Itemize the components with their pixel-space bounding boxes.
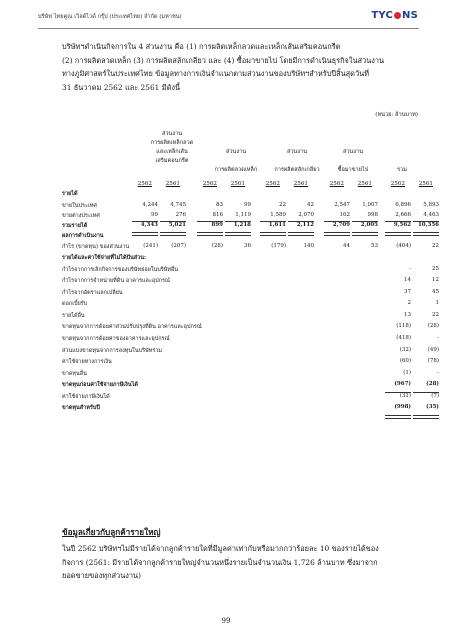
total-double-rule xyxy=(352,232,378,236)
cell-value: (28) xyxy=(426,381,439,387)
cell-value: 2,005 xyxy=(360,222,378,228)
year-label: 2562 xyxy=(202,181,217,187)
column-header-line: รวม xyxy=(397,167,407,173)
section-paragraph xyxy=(62,542,402,583)
cell-value: - xyxy=(437,335,439,341)
column-header-line: ซื้อมาขายไป xyxy=(337,167,369,173)
cell-value: 5,893 xyxy=(423,202,439,208)
total-double-rule xyxy=(385,415,411,419)
cell-value: 1,611 xyxy=(268,222,286,228)
year-label: 2561 xyxy=(357,181,372,187)
cell-value: 10,356 xyxy=(417,222,439,228)
section-line: ยอดขายของทุกส่วนงาน) xyxy=(62,571,141,580)
subtotal-rule xyxy=(132,221,158,222)
total-double-rule xyxy=(413,415,439,419)
total-double-rule xyxy=(160,232,186,236)
cell-value: 2,709 xyxy=(332,222,350,228)
cell-value: 1,007 xyxy=(362,202,378,208)
column-header-line: การผลิตลวดเหล็ก xyxy=(214,167,258,173)
column-header-line: เสริมคอนกรีต xyxy=(155,158,189,164)
row-label: ผลการดำเนินงาน xyxy=(62,233,104,239)
column-header-line: และเหล็กเส้น xyxy=(156,149,188,155)
column-header-seg2 xyxy=(204,148,268,175)
cell-value: 36 xyxy=(244,243,251,249)
subtotal-rule xyxy=(385,392,411,393)
table-row xyxy=(62,300,439,310)
row-label: ขายต่างประเทศ xyxy=(62,213,100,219)
cell-value: 99 xyxy=(244,202,251,208)
column-header-line: ส่วนงาน xyxy=(342,149,364,155)
row-label: ค่าใช้จ่ายทางการเงิน xyxy=(62,359,112,365)
table-row xyxy=(62,222,439,232)
column-header-seg4 xyxy=(325,148,381,175)
year-label: 2561 xyxy=(230,181,245,187)
cell-value: (32) xyxy=(399,347,411,353)
total-double-rule xyxy=(385,232,411,236)
year-label: 2562 xyxy=(137,181,152,187)
cell-value: 2 xyxy=(407,300,411,306)
cell-value: 1,119 xyxy=(235,212,251,218)
cell-value: 1,218 xyxy=(233,222,251,228)
row-label: ขาดทุนก่อนค่าใช้จ่ายภาษีเงินได้ xyxy=(62,382,138,388)
table-row xyxy=(62,266,439,276)
intro-line: (2) การผลิตลวดเหล็ก (3) การผลิตสลักเกลียว และ (4) ซื้อมาขายไป โดยมีการดำเนินธุรกิจในส่วนงาน xyxy=(62,55,385,65)
table-row xyxy=(62,404,439,414)
cell-value: 22 xyxy=(279,202,286,208)
column-header-line: การผลิตสลักเกลียว xyxy=(274,167,320,173)
cell-value: 83 xyxy=(216,202,223,208)
row-label: กำไร (ขาดทุน) ของส่วนงาน xyxy=(62,244,130,250)
table-row xyxy=(62,254,422,264)
header-divider xyxy=(38,28,419,29)
table-row xyxy=(62,335,439,345)
table-row xyxy=(62,347,439,357)
table-row xyxy=(62,289,439,299)
subtotal-rule xyxy=(288,221,314,222)
cell-value: 13 xyxy=(404,312,411,318)
table-row xyxy=(62,243,439,253)
subtotal-rule xyxy=(413,221,439,222)
table-row xyxy=(62,202,439,212)
column-header-line: ส่วนงาน xyxy=(286,149,308,155)
subtotal-rule xyxy=(352,221,378,222)
cell-value: 140 xyxy=(303,243,314,249)
cell-value: 42 xyxy=(307,202,314,208)
table-row xyxy=(62,370,439,380)
year-label: 2561 xyxy=(165,181,180,187)
cell-value: (78) xyxy=(427,358,439,364)
company-name: บริษัท ไทยคูณ เว็ลด์ไวด์ กรุ๊ป (ประเทศไทย) จำกัด (มหาชน) xyxy=(38,14,182,20)
logo-dot-icon xyxy=(394,12,401,19)
subtotal-rule xyxy=(324,221,350,222)
cell-value: 4,343 xyxy=(140,222,158,228)
table-row xyxy=(62,323,439,333)
total-double-rule xyxy=(225,232,251,236)
section-line: กิจการ (2561: มีรายได้จากลูกค้ารายใหญ่จำนวนหนึ่งรายเป็นจำนวนเงิน 1,726 ล้านบาท ซึ่งมาจาก xyxy=(62,557,378,567)
cell-value: 1 xyxy=(435,300,439,306)
year-label: 2562 xyxy=(390,181,405,187)
cell-value: (179) xyxy=(271,243,286,249)
table-row xyxy=(62,381,439,391)
total-double-rule xyxy=(413,232,439,236)
table-row xyxy=(62,358,439,368)
cell-value: (241) xyxy=(143,243,158,249)
cell-value: 2,547 xyxy=(334,202,350,208)
subtotal-rule xyxy=(160,221,186,222)
cell-value: (418) xyxy=(396,335,411,341)
cell-value: (404) xyxy=(396,243,411,249)
row-label: รวมรายได้ xyxy=(62,223,88,229)
row-label: ขาดทุนสำหรับปี xyxy=(62,405,100,411)
subtotal-rule xyxy=(385,221,411,222)
section-title xyxy=(62,526,160,539)
cell-value: 45 xyxy=(432,289,439,295)
table-row xyxy=(62,277,439,287)
cell-value: 2,666 xyxy=(395,212,411,218)
cell-value: 816 xyxy=(212,212,223,218)
total-double-rule xyxy=(260,232,286,236)
cell-value: 276 xyxy=(175,212,186,218)
year-label: 2562 xyxy=(329,181,344,187)
cell-value: 2,070 xyxy=(298,212,314,218)
cell-value: 14 xyxy=(404,277,411,283)
total-double-rule xyxy=(132,232,158,236)
subtotal-rule xyxy=(260,221,286,222)
year-label: 2561 xyxy=(418,181,433,187)
cell-value: 5,021 xyxy=(168,222,186,228)
cell-value: (7) xyxy=(431,393,439,399)
intro-paragraph xyxy=(62,40,402,94)
row-label: รายได้ xyxy=(62,191,78,197)
row-label: รายได้อื่น xyxy=(62,313,85,319)
cell-value: - xyxy=(409,266,411,272)
cell-value: 9,562 xyxy=(393,222,411,228)
row-label: กำไรจากการจำหน่ายที่ดิน อาคารและอุปกรณ์ xyxy=(62,278,171,284)
column-header-line: การผลิตเหล็กลวด xyxy=(150,140,194,146)
row-label: รายได้และค่าใช้จ่ายที่ไม่ได้ปันส่วน: xyxy=(62,255,147,261)
row-label: กำไรจากอัตราแลกเปลี่ยน xyxy=(62,290,123,296)
row-label: ค่าใช้จ่ายภาษีเงินได้ xyxy=(62,394,110,400)
cell-value: 4,463 xyxy=(423,212,439,218)
cell-value: 44 xyxy=(343,243,350,249)
subtotal-rule xyxy=(197,221,223,222)
page-header xyxy=(38,10,418,25)
table-row xyxy=(62,393,439,403)
cell-value: (207) xyxy=(171,243,186,249)
section-title-text: ข้อมูลเกี่ยวกับลูกค้ารายใหญ่ xyxy=(62,527,161,537)
cell-value: (28) xyxy=(211,243,223,249)
subtotal-rule xyxy=(225,221,251,222)
total-double-rule xyxy=(288,232,314,236)
cell-value: 6,896 xyxy=(395,202,411,208)
cell-value: (60) xyxy=(399,358,411,364)
cell-value: 53 xyxy=(371,243,378,249)
cell-value: 2,112 xyxy=(296,222,314,228)
year-label: 2562 xyxy=(265,181,280,187)
total-double-rule xyxy=(197,232,223,236)
cell-value: 25 xyxy=(432,266,439,272)
cell-value: 22 xyxy=(432,312,439,318)
cell-value: (35) xyxy=(426,404,439,410)
column-header-seg3 xyxy=(264,148,330,175)
row-label: ดอกเบี้ยรับ xyxy=(62,301,88,307)
column-header-seg1 xyxy=(137,130,207,166)
cell-value: (998) xyxy=(394,404,411,410)
cell-value: 162 xyxy=(339,212,350,218)
cell-value: (49) xyxy=(427,347,439,353)
cell-value: (967) xyxy=(394,381,411,387)
cell-value: 998 xyxy=(367,212,378,218)
cell-value: 22 xyxy=(432,243,439,249)
subtotal-rule xyxy=(413,392,439,393)
cell-value: 4,244 xyxy=(142,202,158,208)
cell-value: - xyxy=(437,370,439,376)
cell-value: (1) xyxy=(403,370,411,376)
section-line: ในปี 2562 บริษัทฯไม่มีรายได้จากลูกค้ารายใดที่มีมูลค่าเท่ากับหรือมากกว่าร้อยละ 10 ของรายได้ของ xyxy=(62,544,379,553)
cell-value: 899 xyxy=(211,222,223,228)
cell-value: (118) xyxy=(396,323,411,329)
column-header-total xyxy=(383,166,421,175)
unit-label: (หน่วย: ล้านบาท) xyxy=(375,112,418,118)
cell-value: 12 xyxy=(432,277,439,283)
cell-value: 99 xyxy=(151,212,158,218)
company-logo: TYC NS xyxy=(371,10,418,21)
cell-value: 37 xyxy=(404,289,411,295)
row-label: ขายในประเทศ xyxy=(62,203,97,209)
year-label: 2561 xyxy=(293,181,308,187)
row-label: ขาดทุนจากการด้อยค่าของอาคารและอุปกรณ์ xyxy=(62,336,170,342)
intro-line: 31 ธันวาคม 2562 และ 2561 มีดังนี้ xyxy=(62,82,181,92)
column-header-line: ส่วนงาน xyxy=(225,149,247,155)
intro-line: ทางภูมิศาสตร์ในประเทศไทย ข้อมูลทางการเงินจำแนกตามส่วนงานของบริษัทฯสำหรับปีสิ้นสุดวันที่ xyxy=(62,69,370,78)
cell-value: (28) xyxy=(427,323,439,329)
page-number: 99 xyxy=(221,617,231,625)
row-label: ส่วนแบ่งขาดทุนจากการลงทุนในบริษัทร่วม xyxy=(62,348,162,354)
row-label: กำไรจากการเลิกกิจการของบริษัทย่อยในบริษัทอื่น xyxy=(62,267,179,273)
table-row xyxy=(62,312,439,322)
cell-value: 1,589 xyxy=(270,212,286,218)
cell-value: 4,745 xyxy=(170,202,186,208)
intro-line: บริษัทฯดำเนินกิจการใน 4 ส่วนงาน คือ (1) การผลิตเหล็กลวดและเหล็กเส้นเสริมคอนกรีต xyxy=(62,42,341,51)
cell-value: (31) xyxy=(399,393,411,399)
row-label: ขาดทุนอื่น xyxy=(62,371,87,377)
row-label: ขาดทุนจากการด้อยค่าส่วนปรับปรุงที่ดิน อาคารและอุปกรณ์ xyxy=(62,324,202,330)
column-header-line: ส่วนงาน xyxy=(161,131,183,137)
table-row xyxy=(62,190,422,200)
total-double-rule xyxy=(324,232,350,236)
